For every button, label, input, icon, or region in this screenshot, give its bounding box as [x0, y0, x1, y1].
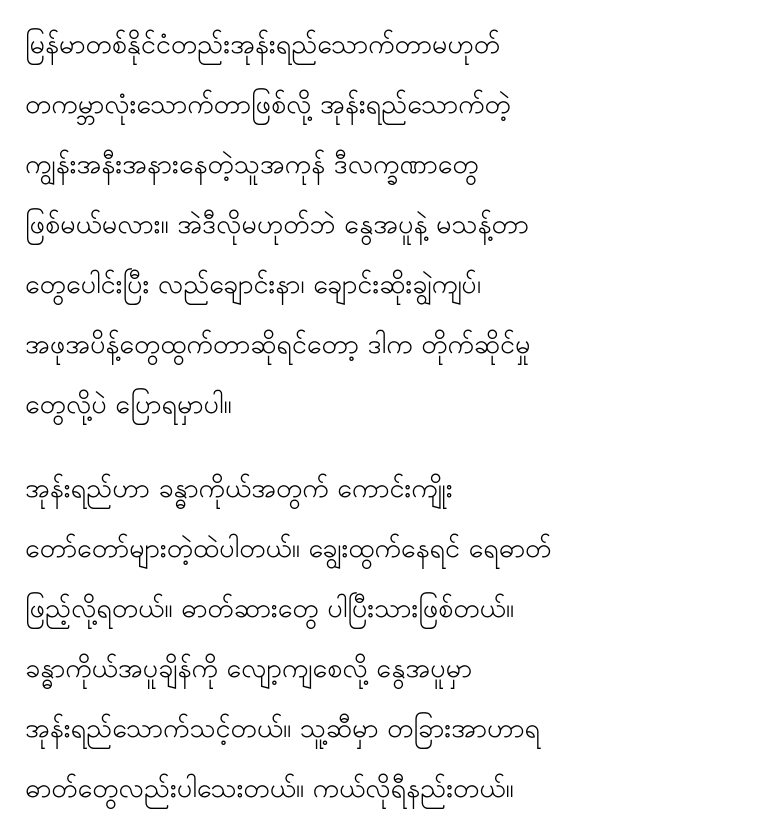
paragraph-2 [25, 459, 765, 819]
text-line: အဖုအပိန့်တွေထွက်တာဆိုရင်တော့ ဒါက တိုက်ဆိုင်မှု [25, 329, 531, 360]
text-line: တော်တော်များတဲ့ထဲပါတယ်။ ချွေးထွက်နေရင် ရေဓာတ် [25, 533, 552, 564]
paragraph-1 [25, 15, 765, 435]
text-line: တွေပေါင်းပြီး လည်ချောင်းနာ၊ ချောင်းဆိုးချွဲကျပ်၊ [25, 269, 482, 300]
text-line: ခန္ဓာကိုယ်အပူချိန်ကို လျော့ကျစေလို့ နွေအပူမှာ [25, 653, 473, 684]
text-line: တွေလို့ပဲ ပြောရမှာပါ။ [25, 389, 232, 420]
text-line: ကျွန်းအနီးအနားနေတဲ့သူအကုန် ဒီလက္ခဏာတွေ [25, 149, 479, 180]
text-line: ဖြည့်လို့ရတယ်။ ဓာတ်ဆားတွေ ပါပြီးသားဖြစ်တယ်။ [25, 593, 515, 624]
text-line: ဓာတ်တွေလည်းပါသေးတယ်။ ကယ်လိုရီနည်းတယ်။ [25, 773, 514, 804]
text-line: မြန်မာတစ်နိုင်ငံတည်းအုန်းရည်သောက်တာမဟုတ် [25, 29, 501, 60]
text-line: အုန်းရည်သောက်သင့်တယ်။ သူ့ဆီမှာ တခြားအာဟာရ [25, 713, 540, 744]
text-line: တကမ္ဘာလုံးသောက်တာဖြစ်လို့ အုန်းရည်သောက်တဲ့ [25, 89, 511, 120]
text-line: အုန်းရည်ဟာ ခန္ဓာကိုယ်အတွက် ကောင်းကျိုး [25, 473, 453, 504]
document-body [25, 0, 765, 838]
text-line: ဖြစ်မယ်မလား။ အဲဒီလိုမဟုတ်ဘဲ နွေအပူနဲ့ မသန့်တာ [25, 209, 529, 240]
